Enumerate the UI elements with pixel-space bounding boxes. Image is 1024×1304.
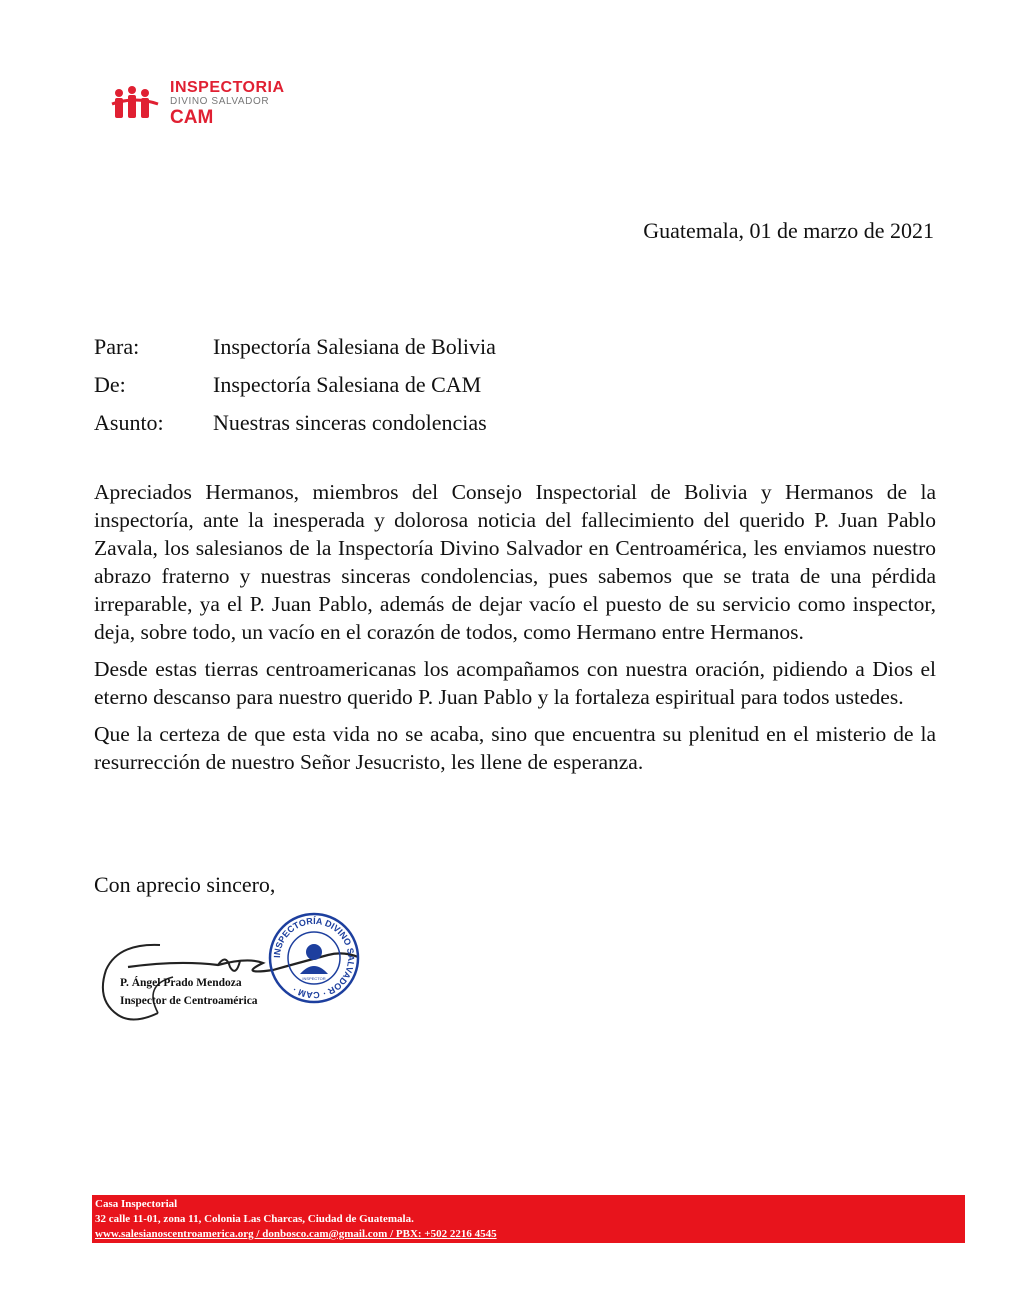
letter-body: [94, 478, 936, 785]
logo-line1: INSPECTORIA: [170, 79, 285, 96]
to-label: Para:: [94, 334, 140, 359]
header-row-subject: [94, 404, 934, 442]
footer-contact-links[interactable]: www.salesianoscentroamerica.org / donbosco.cam@gmail.com / PBX: +502 2216 4545: [95, 1228, 497, 1240]
signatory-role: Inspector de Centroamérica: [120, 995, 258, 1007]
people-logo-icon: [110, 84, 160, 124]
subject-label: Asunto:: [94, 410, 164, 435]
footer-line-2: 32 calle 11-01, zona 11, Colonia Las Charcas, Ciudad de Guatemala.: [95, 1213, 414, 1225]
subject-value: Nuestras sinceras condolencias: [213, 410, 487, 435]
from-label: De:: [94, 372, 126, 397]
to-value: Inspectoría Salesiana de Bolivia: [213, 334, 496, 359]
letter-date: Guatemala, 01 de marzo de 2021: [643, 218, 934, 243]
body-paragraph-2: Desde estas tierras centroamericanas los acompañamos con nuestra oración, pidiendo a Dios el eterno descanso para nuestro querido P. Juan Pablo y la fortaleza espiritual para todos ustedes.: [94, 657, 936, 709]
closing-salutation: Con aprecio sincero,: [94, 872, 276, 897]
header-row-from: [94, 366, 934, 404]
header-row-to: [94, 328, 934, 366]
official-stamp: [268, 912, 360, 1004]
footer-line-1: Casa Inspectorial: [95, 1198, 178, 1210]
logo-wordmark: [170, 80, 285, 127]
logo-line3: CAM: [170, 107, 214, 128]
footer-bar: [92, 1195, 965, 1243]
from-value: Inspectoría Salesiana de CAM: [213, 372, 482, 397]
signatory-name: P. Ángel Prado Mendoza: [120, 977, 242, 989]
logo-line2: DIVINO SALVADOR: [170, 96, 270, 107]
body-paragraph-1: Apreciados Hermanos, miembros del Consejo Inspectorial de Bolivia y Hermanos de la inspectoría, ante la inesperada y dolorosa noticia del fallecimiento del querido P. Juan Pablo Zavala, los salesianos de la Inspectoría Divino Salvador en Centroamérica, les enviamos nuestro abrazo fraterno y nuestras sinceras condolencias, pues sabemos que se trata de una pérdida irreparable, ya el P. Juan Pablo, además de dejar vacío el puesto de su servicio como inspector, deja, sobre todo, un vacío en el corazón de todos, como Hermano entre Hermanos.: [94, 480, 936, 644]
stamp-inner-text: INSPECTOR: [302, 976, 326, 981]
letter-header: [94, 328, 934, 442]
body-paragraph-3: Que la certeza de que esta vida no se acaba, sino que encuentra su plenitud en el misterio de la resurrección de nuestro Señor Jesucristo, les llene de esperanza.: [94, 722, 936, 774]
stamp-text: INSPECTORÍA DIVINO SALVADOR · CAM ·: [271, 915, 357, 1001]
organization-logo: [110, 80, 310, 126]
